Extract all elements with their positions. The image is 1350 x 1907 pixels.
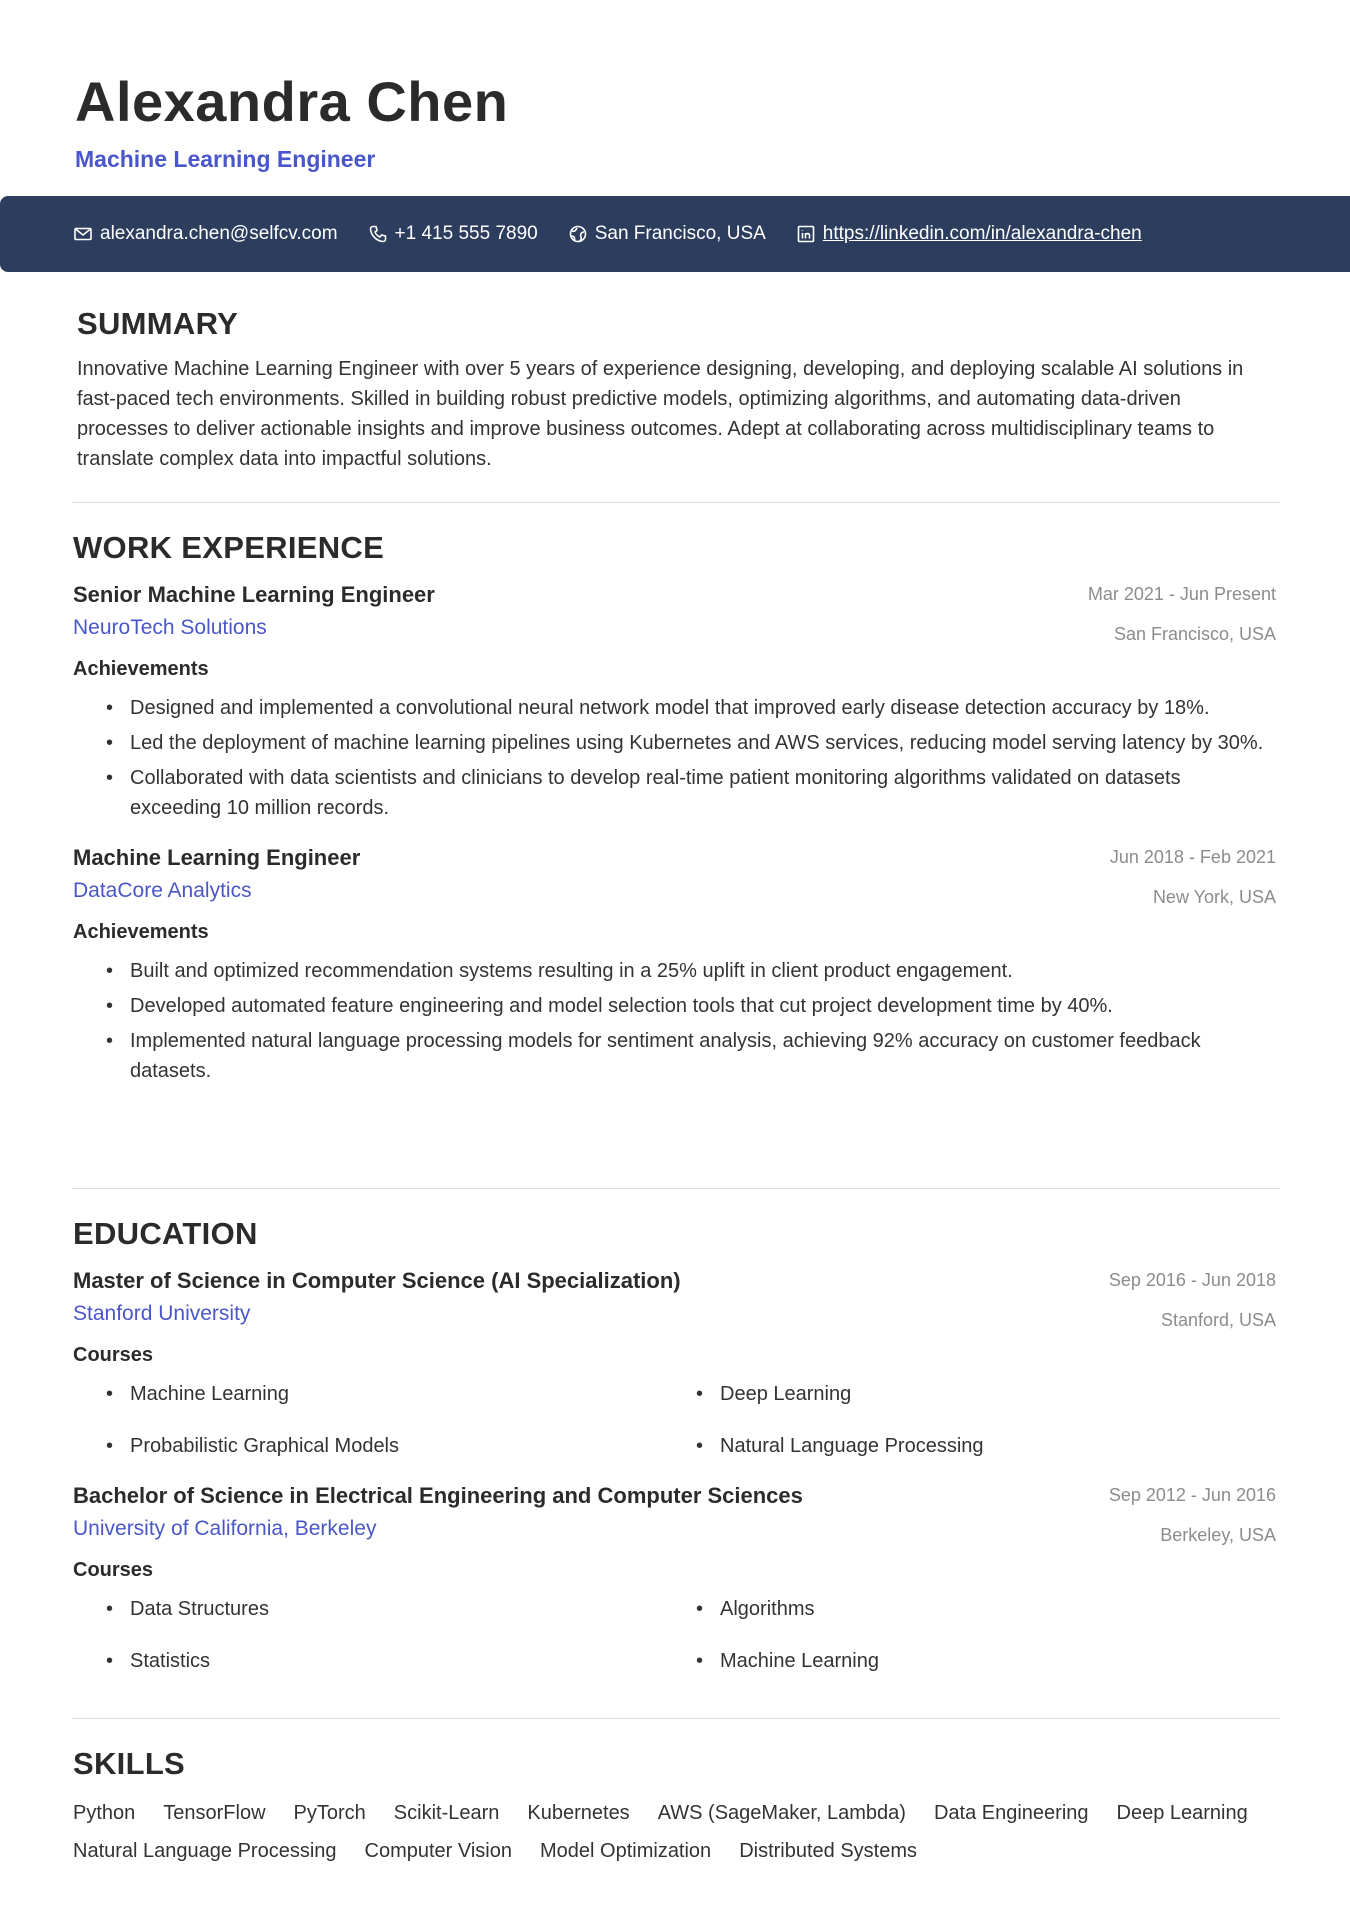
- work-section: [73, 530, 1280, 1091]
- list-item: • Built and optimized recommendation systems resulting in a 25% uplift in client product engagement.: [130, 956, 1276, 986]
- list-item: • Algorithms: [720, 1594, 1310, 1624]
- envelope-icon: [73, 224, 93, 244]
- courses-list: [73, 1379, 1276, 1461]
- job-entry: [73, 845, 1276, 1086]
- degree-dates: Sep 2012 - Jun 2016: [1108, 1485, 1276, 1505]
- degree-entry: [73, 1483, 1276, 1676]
- job-title: Machine Learning Engineer: [73, 845, 361, 870]
- skills-section: [73, 1746, 1280, 1866]
- achievements-list: [73, 693, 1276, 823]
- email-text: alexandra.chen@selfcv.com: [100, 223, 338, 244]
- contact-bar: [0, 196, 1350, 272]
- list-item: • Led the deployment of machine learning pipelines using Kubernetes and AWS services, reducing model serving latency by 30%.: [130, 728, 1276, 758]
- location-text: San Francisco, USA: [594, 223, 766, 244]
- job-dates: Jun 2018 - Feb 2021: [1109, 847, 1276, 867]
- list-item: • Collaborated with data scientists and clinicians to develop real-time patient monitoring algorithms validated on datasets exceeding 10 million records.: [130, 763, 1276, 823]
- work-title: WORK EXPERIENCE: [73, 530, 385, 565]
- courses-list: [73, 1594, 1276, 1676]
- skills-list: [73, 1798, 1280, 1866]
- resume-header: [75, 70, 508, 173]
- list-item: • Designed and implemented a convolutional neural network model that improved early disease detection accuracy by 18%.: [130, 693, 1276, 723]
- skills-title: SKILLS: [73, 1746, 186, 1781]
- degree-school: University of California, Berkeley: [73, 1517, 377, 1540]
- skill-tag: TensorFlow: [163, 1802, 266, 1824]
- achievements-heading: Achievements: [73, 921, 209, 943]
- list-item: • Data Structures: [130, 1594, 720, 1624]
- list-item: • Probabilistic Graphical Models: [130, 1431, 720, 1461]
- degree-location: Berkeley, USA: [1160, 1525, 1276, 1545]
- phone-icon: [368, 224, 388, 244]
- summary-text: Innovative Machine Learning Engineer with over 5 years of experience designing, developing, and deploying scalable AI solutions in fast-paced tech environments. Skilled in building robust predictive models, optimizing algorithms, and automating data-driven processes to deliver actionable insights and improve business outcomes. Adept at collaborating across multidisciplinary teams to translate complex data into impactful solutions.: [77, 358, 1244, 470]
- linkedin-link[interactable]: https://linkedin.com/in/alexandra-chen: [822, 223, 1142, 244]
- skill-tag: Python: [73, 1802, 136, 1824]
- list-item: • Natural Language Processing: [720, 1431, 1310, 1461]
- courses-heading: Courses: [73, 1344, 154, 1366]
- phone-text: +1 415 555 7890: [394, 223, 538, 244]
- contact-linkedin[interactable]: [796, 223, 1142, 245]
- linkedin-icon: [796, 224, 816, 244]
- degree-title: Master of Science in Computer Science (AI Specialization): [73, 1268, 681, 1293]
- skill-tag: Kubernetes: [527, 1802, 630, 1824]
- job-location: New York, USA: [1152, 887, 1276, 907]
- list-item: • Statistics: [130, 1646, 720, 1676]
- degree-location: Stanford, USA: [1160, 1310, 1276, 1330]
- degree-school: Stanford University: [73, 1302, 251, 1325]
- achievements-heading: Achievements: [73, 658, 209, 680]
- skill-tag: Deep Learning: [1116, 1802, 1248, 1824]
- skill-tag: Data Engineering: [933, 1802, 1089, 1824]
- skill-tag: Model Optimization: [540, 1840, 712, 1862]
- job-title: Senior Machine Learning Engineer: [73, 582, 435, 607]
- skill-tag: AWS (SageMaker, Lambda): [657, 1802, 906, 1824]
- degree-entry: [73, 1268, 1276, 1461]
- job-company: DataCore Analytics: [73, 879, 252, 902]
- candidate-role: Machine Learning Engineer: [75, 146, 376, 172]
- contact-location: [568, 223, 766, 245]
- summary-section: [73, 306, 1280, 474]
- globe-icon: [568, 224, 588, 244]
- skill-tag: PyTorch: [293, 1802, 366, 1824]
- skill-tag: Scikit-Learn: [393, 1802, 500, 1824]
- job-dates: Mar 2021 - Jun Present: [1087, 584, 1276, 604]
- list-item: • Machine Learning: [130, 1379, 720, 1409]
- section-divider: [72, 502, 1280, 503]
- skill-tag: Distributed Systems: [739, 1840, 918, 1862]
- skill-tag: Natural Language Processing: [73, 1840, 337, 1862]
- contact-email[interactable]: [73, 223, 338, 245]
- list-item: • Machine Learning: [720, 1646, 1310, 1676]
- section-divider: [72, 1188, 1280, 1189]
- education-section: [73, 1216, 1280, 1676]
- achievements-list: [73, 956, 1276, 1086]
- job-location: San Francisco, USA: [1113, 624, 1276, 644]
- job-company: NeuroTech Solutions: [73, 616, 267, 639]
- list-item: • Deep Learning: [720, 1379, 1310, 1409]
- contact-phone[interactable]: [368, 223, 538, 245]
- summary-title: SUMMARY: [77, 306, 239, 341]
- courses-heading: Courses: [73, 1559, 154, 1581]
- section-divider: [72, 1718, 1280, 1719]
- degree-dates: Sep 2016 - Jun 2018: [1108, 1270, 1276, 1290]
- list-item: • Implemented natural language processing models for sentiment analysis, achieving 92% accuracy on customer feedback datasets.: [130, 1026, 1276, 1086]
- education-title: EDUCATION: [73, 1216, 258, 1251]
- skill-tag: Computer Vision: [364, 1840, 512, 1862]
- list-item: • Developed automated feature engineering and model selection tools that cut project development time by 40%.: [130, 991, 1276, 1021]
- job-entry: [73, 582, 1276, 823]
- candidate-name: Alexandra Chen: [75, 70, 509, 133]
- degree-title: Bachelor of Science in Electrical Engineering and Computer Sciences: [73, 1483, 803, 1508]
